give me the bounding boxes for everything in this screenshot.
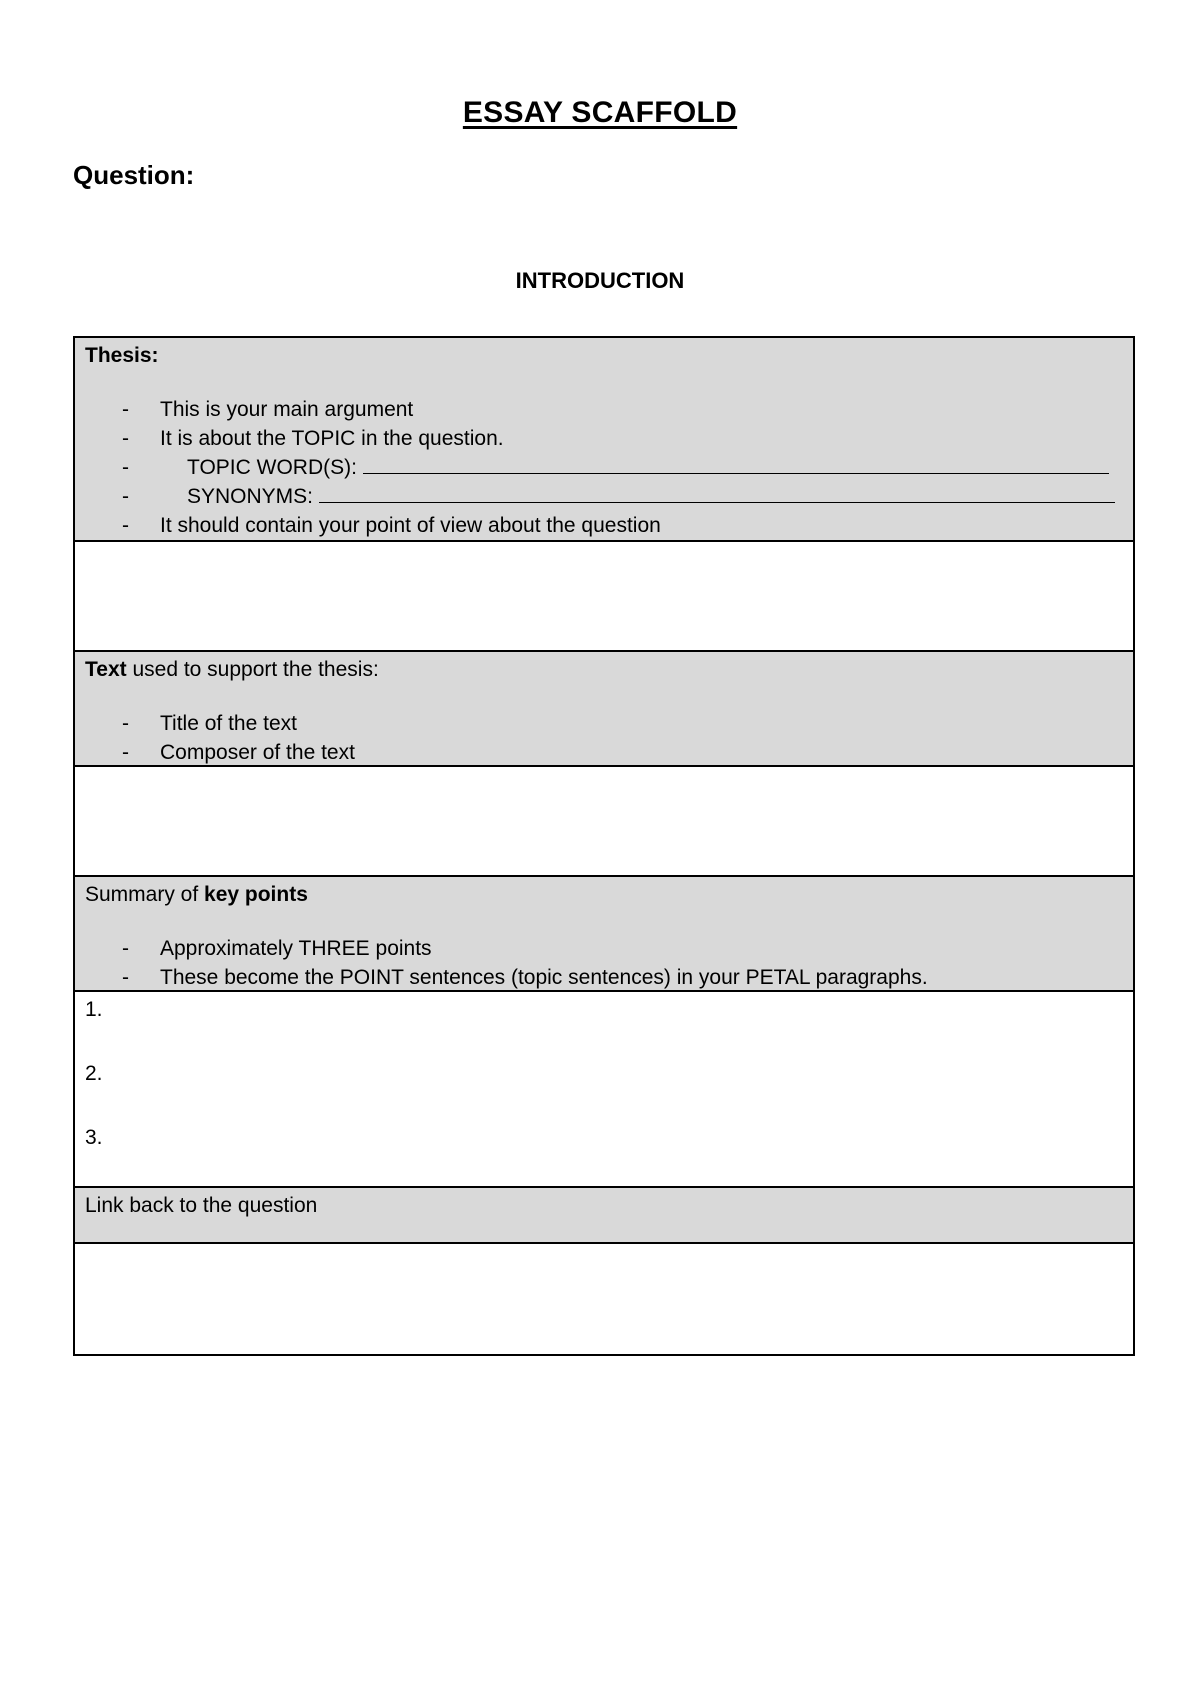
link-back-answer-area[interactable] [75, 1244, 1133, 1354]
question-label: Question: [73, 160, 195, 190]
text-support-answer-area[interactable] [75, 767, 1133, 877]
list-item: - It is about the TOPIC in the question. [122, 427, 504, 450]
summary-answer-area[interactable] [75, 992, 1133, 1188]
point-3-label: 3. [85, 1126, 103, 1149]
summary-title: Summary of key points [85, 883, 308, 906]
summary-bullet-list [85, 935, 1123, 993]
link-back-title: Link back to the question [85, 1194, 318, 1217]
list-item: - Composer of the text [122, 741, 355, 764]
list-item: - These become the POINT sentences (topic sentences) in your PETAL paragraphs. [122, 966, 928, 989]
scaffold-table [73, 336, 1135, 1356]
synonyms-blank-line [319, 484, 1115, 503]
thesis-title: Thesis: [85, 344, 159, 367]
topic-words-blank-line [363, 455, 1109, 474]
text-support-title: Text used to support the thesis: [85, 658, 379, 681]
link-back-prompt-row [75, 1188, 1133, 1244]
section-heading-introduction: INTRODUCTION [515, 268, 685, 293]
list-item: - This is your main argument [122, 398, 414, 421]
point-2-label: 2. [85, 1062, 103, 1085]
text-support-prompt-row [75, 652, 1133, 767]
list-item: - It should contain your point of view about the question [122, 514, 661, 537]
list-item: - SYNONYMS: [85, 483, 1123, 512]
thesis-bullet-list [85, 396, 1123, 541]
thesis-answer-area[interactable] [75, 542, 1133, 652]
list-item: - Title of the text [122, 712, 297, 735]
text-support-bullet-list [85, 710, 1123, 768]
list-item: - TOPIC WORD(S): [85, 454, 1123, 483]
list-item: - Approximately THREE points [122, 937, 432, 960]
page-title: ESSAY SCAFFOLD [462, 96, 738, 129]
summary-prompt-row [75, 877, 1133, 992]
point-1-label: 1. [85, 998, 103, 1021]
thesis-prompt-row [75, 338, 1133, 542]
